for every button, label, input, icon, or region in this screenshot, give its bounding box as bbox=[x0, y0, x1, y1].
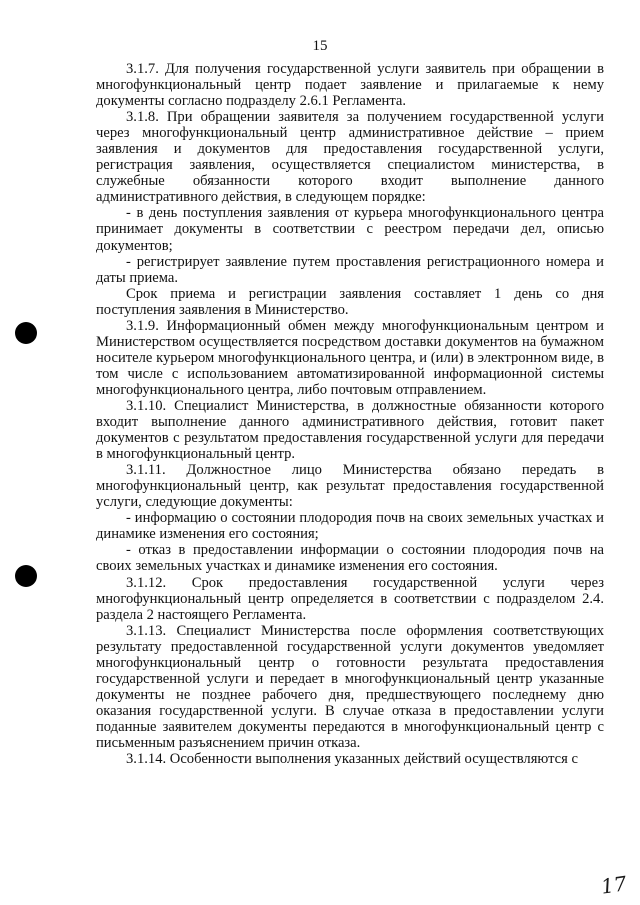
punch-hole-upper bbox=[15, 322, 37, 344]
paragraph-3-1-10: 3.1.10. Специалист Министерства, в должностные обязанности которого входит выполнение данного административного действия, готовит пакет документов с результатом предоставления государственной услуги для передачи в многофункциональный центр. bbox=[96, 397, 604, 463]
paragraph-3-1-14: 3.1.14. Особенности выполнения указанных действий осуществляются с bbox=[126, 751, 578, 768]
list-item-refusal: - отказ в предоставлении информации о состоянии плодородия почв на своих земельных участках и динамике изменения его состояния. bbox=[96, 542, 604, 575]
punch-hole-lower bbox=[15, 565, 37, 587]
page-number: 15 bbox=[312, 38, 328, 54]
paragraph-3-1-8: 3.1.8. При обращении заявителя за получением государственной услуги через многофункциональный центр административное действие – прием заявления и документов для предоставления государственной услуги, регистрация заявления, осуществляется специалистом министерства, в служебные обязанности которого входит выполнение данного административного действия, в следующем порядке: bbox=[96, 109, 604, 206]
paragraph-3-1-13: 3.1.13. Специалист Министерства после оформления соответствующих результату предоставленной государственной услуги документов уведомляет многофункциональный центр о готовности результата предоставления государственной услуги и передает в многофункциональный центр указанные документы не позднее рабочего дня, предшествующего последнему дню оказания государственной услуги. В случае отказа в предоставлении услуги поданные заявителем документы передаются в многофункциональный центр с письменным разъяснением причин отказа. bbox=[96, 622, 604, 751]
paragraph-3-1-9: 3.1.9. Информационный обмен между многофункциональным центром и Министерством осуществляется посредством доставки документов на бумажном носителе курьером многофункционального центра, и (или) в электронном виде, в том числе с использованием автоматизированной информационной системы многофункционального центра, либо почтовым отправлением. bbox=[96, 317, 604, 398]
paragraph-3-1-12: 3.1.12. Срок предоставления государственной услуги через многофункциональный центр определяется в соответствии с подразделом 2.4. раздела 2 настоящего Регламента. bbox=[96, 574, 604, 623]
paragraph-3-1-11: 3.1.11. Должностное лицо Министерства обязано передать в многофункциональный центр, как результат предоставления государственной услуги, следующие документы: bbox=[96, 462, 604, 511]
document-body bbox=[96, 61, 604, 767]
list-item-register-application: - регистрирует заявление путем проставления регистрационного номера и даты приема. bbox=[96, 253, 604, 286]
paragraph-3-1-7: 3.1.7. Для получения государственной услуги заявитель при обращении в многофункциональный центр подает заявление и прилагаемые к нему документы согласно подразделу 2.6.1 Регламента. bbox=[96, 61, 604, 110]
list-item-accept-documents: - в день поступления заявления от курьера многофункционального центра принимает документы в соответствии с реестром передачи дел, описью документов; bbox=[96, 205, 604, 254]
handwritten-page-mark: 17 bbox=[599, 871, 628, 899]
paragraph-registration-deadline: Срок приема и регистрации заявления составляет 1 день со дня поступления заявления в Министерство. bbox=[96, 285, 604, 318]
list-item-soil-fertility-info: - информацию о состоянии плодородия почв на своих земельных участках и динамике изменения его состояния; bbox=[96, 510, 604, 543]
